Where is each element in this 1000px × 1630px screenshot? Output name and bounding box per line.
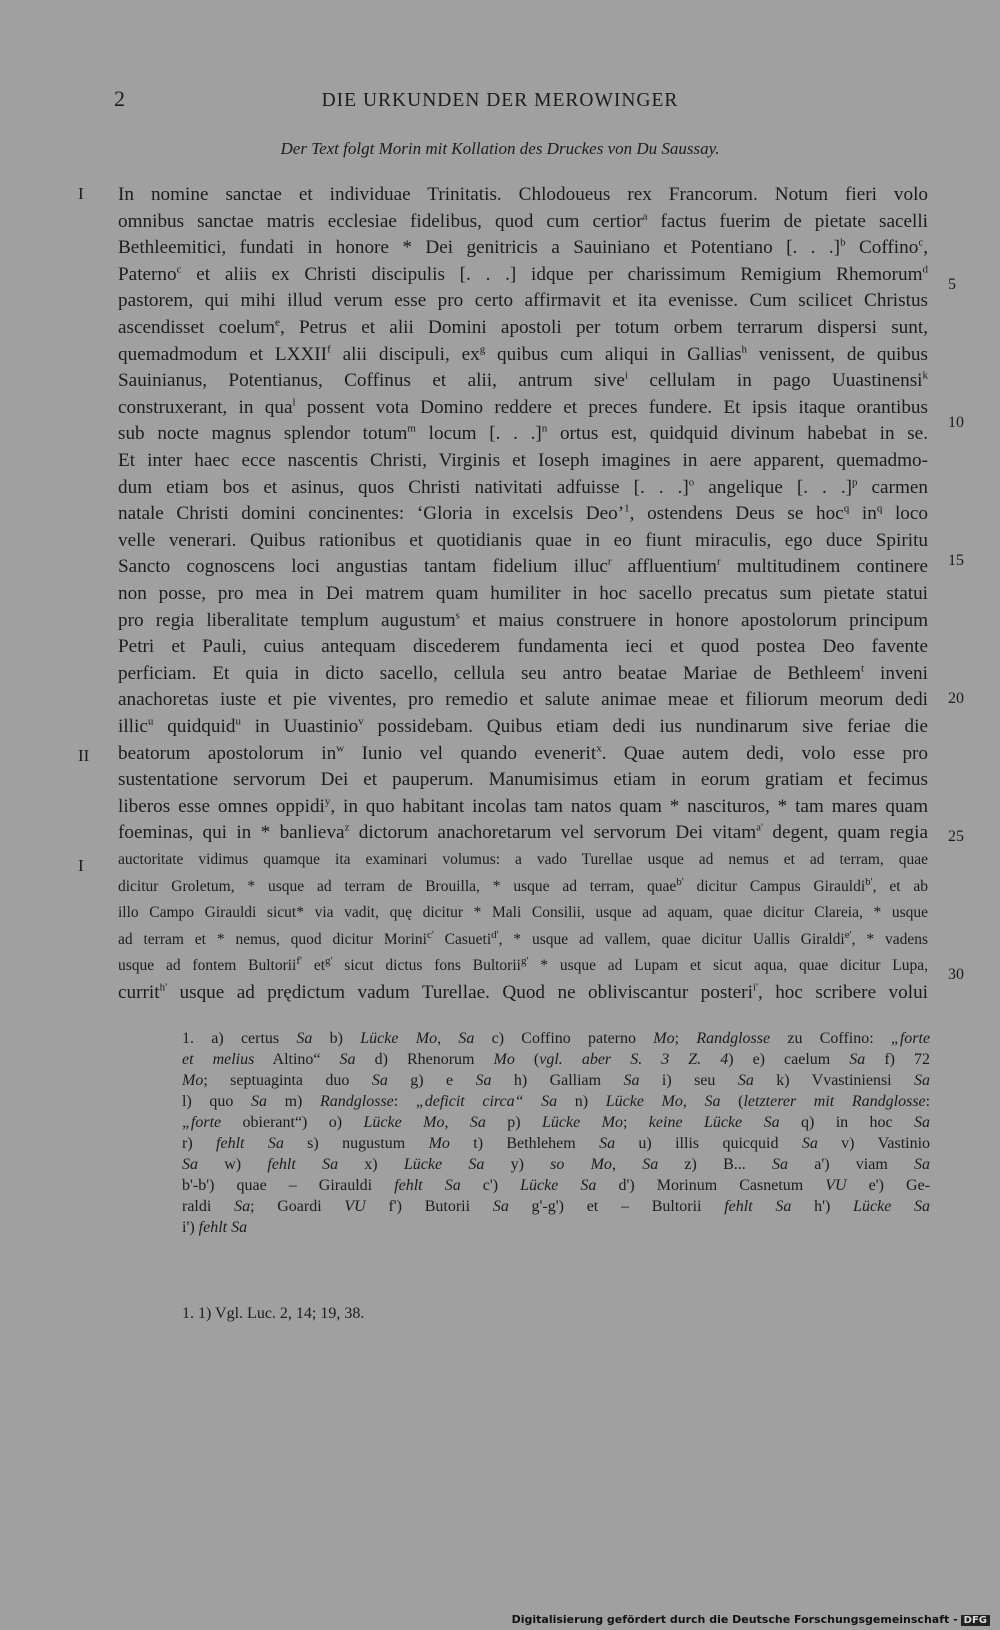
commentary-note: 1. 1) Vgl. Luc. 2, 14; 19, 38. bbox=[182, 1305, 365, 1322]
text-line: dum etiam bos et asinus, quos Christi nativitati adfuisse [. . .]$^o$ angelique [. . .]$^p$ carmen bbox=[118, 476, 928, 498]
text-line: sub nocte magnus splendor totum$^m$ locum [. . .]$^n$ ortus est, quidquid divinum habebat in se. bbox=[118, 423, 928, 445]
text-line: anachoretas iuste et pie viventes, pro remedio et salute animae meae et filiorum meorum dedi bbox=[118, 689, 928, 711]
apparatus-line: Sa w) fehlt Sa x) Lücke Sa y) so Mo, Sa z) B... Sa a') viam Sa bbox=[182, 1156, 931, 1173]
text-line: illic$^u$ quidquid$^u$ in Uuastinio$^v$ possidebam. Quibus etiam dedi ius nundinarum sive feriae die bbox=[118, 715, 928, 737]
text-line: non posse, pro mea in Dei matrem quam humiliter in hoc sacello precatus sum pietate statui bbox=[118, 583, 928, 604]
text-line: currit$^{h'}$ usque ad prędictum vadum Turellae. Quod ne obliviscantur posteri$^{i'}$, hoc scribere volui bbox=[118, 981, 928, 1003]
text-line: construxerant, in qua$^l$ possent vota Domino reddere et preces fundere. Et ipsis itaque orantibus bbox=[118, 396, 928, 418]
text-line: auctoritate vidimus quamque ita examinari volumus: a vado Turellae usque ad nemus et ad terram, quae bbox=[118, 851, 928, 868]
text-line: perficiam. Et quia in dicto sacello, cellula seu antro beatae Mariae de Bethleem$^t$ inveni bbox=[118, 662, 928, 684]
line-number: 10 bbox=[948, 414, 964, 431]
text-line: Petri et Pauli, cuius antequam discederem fundamenta ieci et quod postea Deo favente bbox=[118, 636, 928, 658]
text-line: natale Christi domini concinentes: ‘Gloria in excelsis Deo’$^1$, ostendens Deus se hoc$^q$ $in^q$ loco bbox=[118, 502, 928, 525]
text-line: foeminas, qui in * banlieva$^z$ dictorum anachoretarum vel servorum Dei vitam$^{a'}$ degent, quam regia bbox=[118, 822, 928, 844]
apparatus-line: Mo; septuaginta duo Sa g) e Sa h) Galliam Sa i) seu Sa k) Vvastiniensi Sa bbox=[182, 1072, 931, 1089]
text-line: Et inter haec ecce nascentis Christi, Virginis et Ioseph imagines in aere apparent, quemadmo- bbox=[118, 450, 928, 471]
text-line: Sancto cognoscens loci angustias tantam fidelium illuc$^r$ affluentium$^r$ multitudinem continere bbox=[118, 556, 928, 578]
apparatus-line: l) quo Sa m) Randglosse: „deficit circa“ Sa n) Lücke Mo, Sa (letzterer mit Randglosse: bbox=[182, 1093, 931, 1110]
text-line: pro regia liberalitate templum augustum$^s$ et maius construere in honore apostolorum principum bbox=[118, 609, 928, 631]
line-number: 5 bbox=[948, 276, 956, 293]
apparatus-line: raldi Sa; Goardi VU f') Butorii Sa g'-g') et – Bultorii fehlt Sa h') Lücke Sa bbox=[182, 1198, 931, 1215]
dfg-logo: DFG bbox=[961, 1615, 990, 1626]
text-line: liberos esse omnes oppidi$^y$, in quo habitant incolas tam natos quam * nascituros, * tam mares quam bbox=[118, 795, 928, 817]
text-line: beatorum apostolorum $in^w$ Iunio vel quando evenerit$^x$. Quae autem dedi, volo esse pro bbox=[118, 742, 929, 764]
text-line: dicitur Groletum, * usque ad terram de Brouilla, * usque ad terram, quae$^{b'}$ dicitur Campus Girauldi$^{b'}$, et ab bbox=[118, 875, 928, 895]
footer-text: Digitalisierung gefördert durch die Deutsche Forschungsgemeinschaft - bbox=[511, 1613, 958, 1626]
text-line: sustentatione servorum Dei et pauperum. Manumisimus etiam in eorum gratiam et fecimus bbox=[118, 769, 928, 791]
text-line: Sauinianus, Potentianus, Coffinus et alii, antrum sive$^i$ cellulam in pago Uuastinensi$^k$ bbox=[118, 369, 928, 392]
text-line: ad terram et * nemus, quod dicitur Morini$^{c'}$ Casueti$^{d'}$, * usque ad vallem, quae dicitur Uallis Giraldi$^{e'}$, * vadens bbox=[118, 928, 928, 948]
text-line: illo Campo Girauldi sicut* via vadit, quę dicitur * Mali Consilii, usque ad aquam, quae dicitur Clareia, * usque bbox=[118, 904, 928, 922]
line-number: 30 bbox=[948, 966, 964, 983]
apparatus-line: r) fehlt Sa s) nugustum Mo t) Bethlehem Sa u) illis quicquid Sa v) Vastinio bbox=[182, 1135, 931, 1152]
margin-mark-2: II bbox=[78, 746, 90, 765]
margin-mark-1: I bbox=[78, 184, 84, 203]
dfg-footer bbox=[512, 1613, 990, 1626]
apparatus-line: „forte obierant“) o) Lücke Mo, Sa p) Lücke Mo; keine Lücke Sa q) in hoc Sa bbox=[182, 1114, 931, 1131]
text-line: In nomine sanctae et individuae Trinitatis. Chlodoueus rex Francorum. Notum fieri volo bbox=[118, 184, 928, 205]
running-header: DIE URKUNDEN DER MEROWINGER bbox=[321, 90, 679, 111]
text-line: quemadmodum et LXXII$^f$ alii discipuli, $ex^g$ quibus cum aliqui in Gallias$^h$ venissent, de quibus bbox=[118, 343, 928, 365]
line-number: 25 bbox=[948, 828, 964, 845]
apparatus-line: 1. a) certus Sa b) Lücke Mo, Sa c) Coffino paterno Mo; Randglosse zu Coffino: „forte bbox=[182, 1030, 931, 1047]
text-line: Paterno$^c$ et aliis ex Christi discipulis [. . .] idque per charissimum Remigium Rhemorum$^d$ bbox=[118, 263, 928, 285]
page-number: 2 bbox=[114, 86, 125, 111]
text-line: usque ad fontem Bultorii$^{f'}$ $et^{g'}$ sicut dictus fons Bultorii$^{g'}$ * usque ad Lupam et sicut aqua, quae dicitur Lupa, bbox=[118, 955, 929, 975]
edition-note: Der Text folgt Morin mit Kollation des Druckes von Du Saussay. bbox=[280, 139, 720, 158]
text-line: ascendisset coelum$^e$, Petrus et alii Domini apostoli per totum orbem terrarum dispersi sunt, bbox=[118, 316, 928, 338]
apparatus-line: et melius Altino“ Sa d) Rhenorum Mo (vgl. aber S. 3 Z. 4) e) caelum Sa f) 72 bbox=[182, 1051, 931, 1068]
text-line: velle venerari. Quibus rationibus et quotidianis quae in eo fiunt miraculis, ego duce Spiritu bbox=[118, 529, 928, 551]
line-number: 20 bbox=[948, 690, 964, 707]
line-number: 15 bbox=[948, 552, 964, 569]
apparatus-line: b'-b') quae – Girauldi fehlt Sa c') Lücke Sa d') Morinum Casnetum VU e') Ge- bbox=[182, 1177, 931, 1194]
text-line: pastorem, qui mihi illud verum esse pro certo affirmavit et ita evenisse. Cum scilicet Christus bbox=[118, 290, 928, 312]
apparatus-line: i') fehlt Sa bbox=[182, 1219, 248, 1236]
margin-mark-3: I bbox=[78, 856, 84, 875]
text-line: omnibus sanctae matris ecclesiae fidelibus, quod cum certior$^a$ factus fuerim de pietate sacelli bbox=[118, 210, 928, 232]
text-line: Bethleemitici, fundati in honore * Dei genitricis a Sauiniano et Potentiano [. . .]$^b$ Coffino$^c$, bbox=[118, 236, 928, 259]
